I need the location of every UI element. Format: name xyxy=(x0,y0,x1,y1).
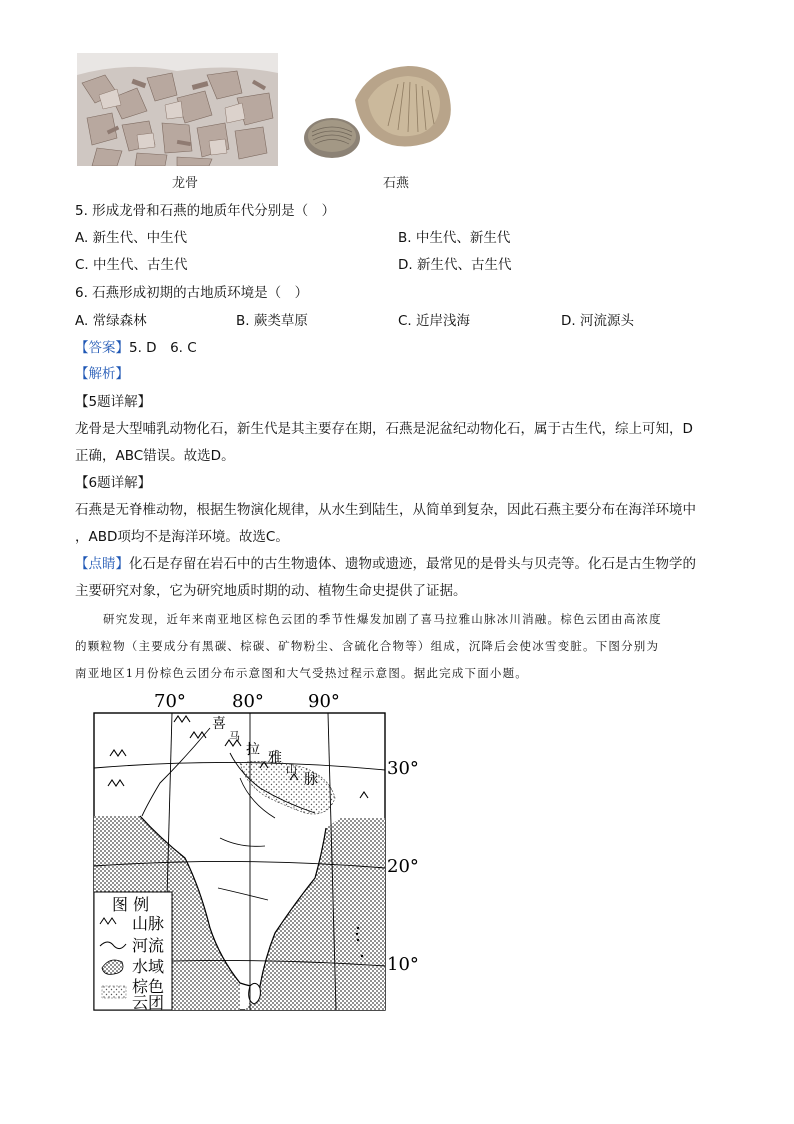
tip-line2: 主要研究对象，它为研究地质时期的动、植物生命史提供了证据。 xyxy=(75,583,467,599)
q6-option-d[interactable]: D. 河流源头 xyxy=(561,313,634,329)
legend-river: 河流 xyxy=(132,936,165,955)
legend-title: 图 例 xyxy=(112,895,150,914)
longgu-caption: 龙骨 xyxy=(172,176,199,191)
q6-option-c[interactable]: C. 近岸浅海 xyxy=(398,313,471,329)
answer-line xyxy=(75,338,197,358)
analysis-tag: 【解析】 xyxy=(75,366,129,382)
legend-cloud-1: 棕色 xyxy=(132,977,165,996)
lat-label-10: 10° xyxy=(387,954,419,975)
detail6-line2: ，ABD项均不是海洋环境。故选C。 xyxy=(75,529,289,545)
passage-line3: 南亚地区1月份棕色云团分布示意图和大气受热过程示意图。据此完成下面小题。 xyxy=(75,666,529,680)
range-char-6: 脉 xyxy=(304,772,318,788)
range-char-2: 马 xyxy=(229,730,240,743)
answer-text: 5. D 6. C xyxy=(129,340,197,356)
passage-line1: 研究发现，近年来南亚地区棕色云团的季节性爆发加剧了喜马拉雅山脉冰川消融。棕色云团由高浓度 xyxy=(103,612,662,626)
legend-water: 水域 xyxy=(132,957,165,976)
lat-label-30: 30° xyxy=(387,758,419,779)
lon-label-70: 70° xyxy=(154,691,186,712)
lat-label-20: 20° xyxy=(387,856,419,877)
q5-option-b[interactable]: B. 中生代、新生代 xyxy=(398,230,511,246)
south-asia-map xyxy=(90,688,435,1013)
legend-mountain: 山脉 xyxy=(132,914,165,933)
q5-option-d[interactable]: D. 新生代、古生代 xyxy=(398,257,512,273)
longgu-photo xyxy=(77,53,278,166)
lon-label-80: 80° xyxy=(232,691,264,712)
q6-option-a[interactable]: A. 常绿森林 xyxy=(75,313,147,329)
answer-tag: 【答案】 xyxy=(75,340,129,356)
shiyan-photo xyxy=(300,60,460,168)
q5-stem: 5. 形成龙骨和石燕的地质年代分别是（ ） xyxy=(75,203,336,219)
legend-cloud-2: 云团 xyxy=(132,993,165,1012)
detail6-tag: 【6题详解】 xyxy=(75,475,152,491)
passage-line2: 的颗粒物（主要成分有黑碳、棕碳、矿物粉尘、含硫化合物等）组成，沉降后会使冰雪变脏。下图分别为 xyxy=(75,639,660,653)
range-char-4: 雅 xyxy=(268,750,282,766)
shiyan-caption: 石燕 xyxy=(383,176,410,191)
tip-tag: 【点睛】 xyxy=(75,556,129,572)
q5-option-c[interactable]: C. 中生代、古生代 xyxy=(75,257,188,273)
tip-text: 化石是存留在岩石中的古生物遗体、遗物或遗迹，最常见的是骨头与贝壳等。化石是古生物学的 xyxy=(129,556,696,572)
detail5-tag: 【5题详解】 xyxy=(75,394,152,410)
detail5-line1: 龙骨是大型哺乳动物化石，新生代是其主要存在期，石燕是泥盆纪动物化石，属于古生代，综上可知，D xyxy=(75,421,693,437)
q5-option-a[interactable]: A. 新生代、中生代 xyxy=(75,230,188,246)
tip-line1 xyxy=(75,554,696,574)
detail5-line2: 正确，ABC错误。故选D。 xyxy=(75,448,235,464)
q6-stem: 6. 石燕形成初期的古地质环境是（ ） xyxy=(75,285,309,301)
detail6-line1: 石燕是无脊椎动物，根据生物演化规律，从水生到陆生，从简单到复杂，因此石燕主要分布在海洋环境中 xyxy=(75,502,696,518)
q6-option-b[interactable]: B. 蕨类草原 xyxy=(236,313,308,329)
legend-cloud-icon xyxy=(102,986,126,998)
lon-label-90: 90° xyxy=(308,691,340,712)
range-char-5: 山 xyxy=(286,763,297,776)
range-char-3: 拉 xyxy=(246,742,260,758)
range-char-1: 喜 xyxy=(212,716,226,732)
